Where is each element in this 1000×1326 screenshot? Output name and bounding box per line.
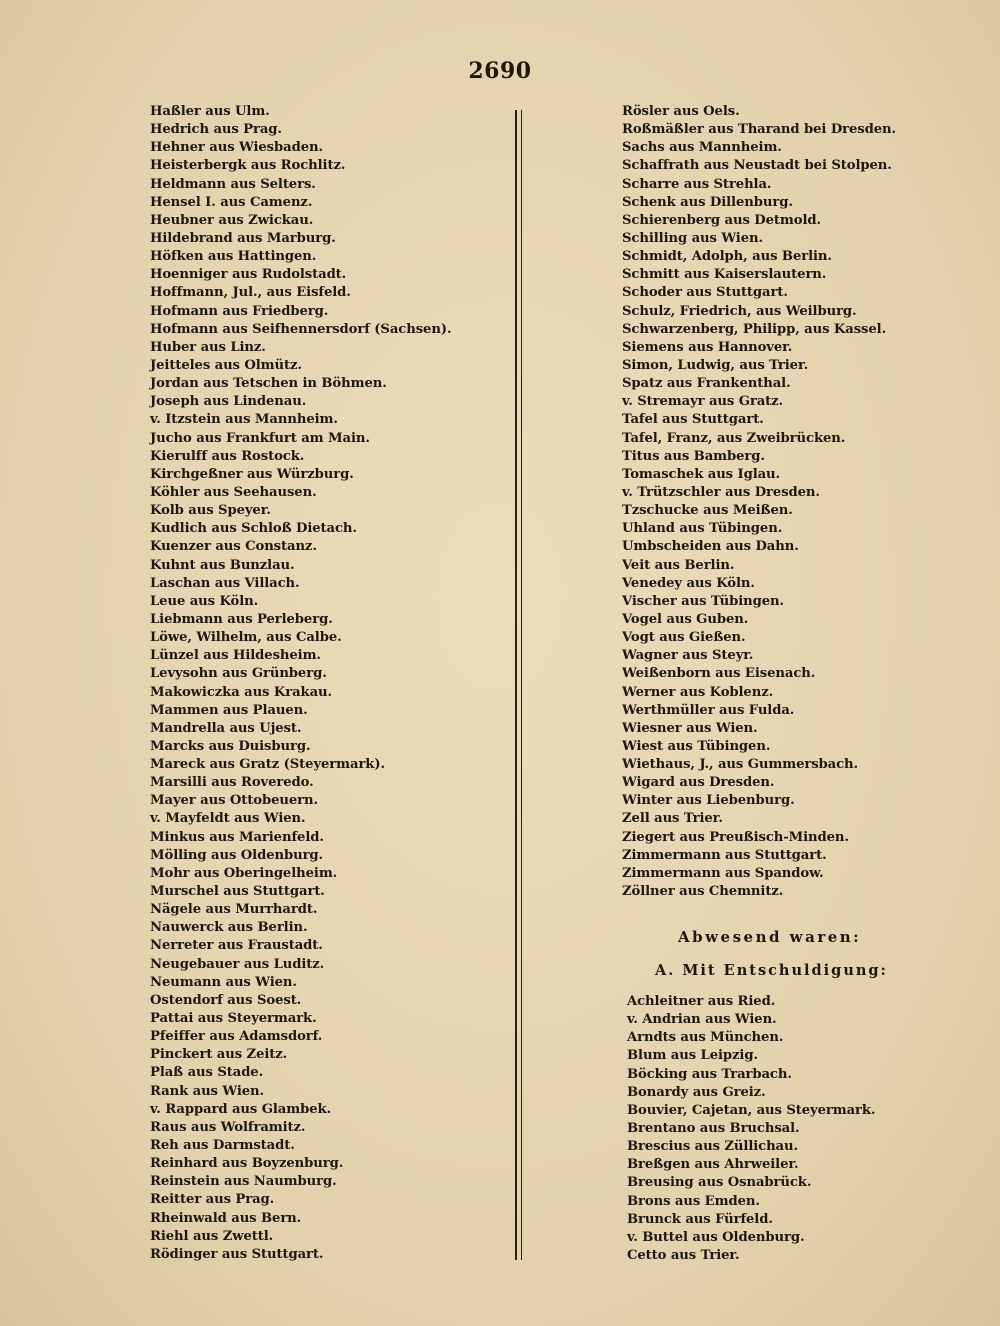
list-item: Riehl aus Zwettl. xyxy=(150,1228,274,1244)
list-item: Mammen aus Plauen. xyxy=(150,702,308,718)
list-item: Schmitt aus Kaiserslautern. xyxy=(622,267,827,283)
list-item: Huber aus Linz. xyxy=(150,339,266,355)
list-item: Roßmäßler aus Tharand bei Dresden. xyxy=(622,122,897,138)
list-item: Haßler aus Ulm. xyxy=(150,104,270,119)
list-item: Werthmüller aus Fulda. xyxy=(622,702,795,718)
list-item: Cetto aus Trier. xyxy=(627,1247,740,1263)
list-item: Tafel, Franz, aus Zweibrücken. xyxy=(622,430,846,446)
list-item: Schwarzenberg, Philipp, aus Kassel. xyxy=(622,321,887,337)
list-item: Hedrich aus Prag. xyxy=(150,122,282,138)
list-item: Arndts aus München. xyxy=(627,1030,784,1046)
list-item: Kirchgeßner aus Würzburg. xyxy=(150,466,354,482)
list-item: Bouvier, Cajetan, aus Steyermark. xyxy=(627,1102,876,1118)
list-item: Heubner aus Zwickau. xyxy=(150,212,314,228)
list-item: Reh aus Darmstadt. xyxy=(150,1138,295,1154)
list-item: Tomaschek aus Iglau. xyxy=(622,466,781,482)
list-item: Rank aus Wien. xyxy=(150,1083,265,1099)
list-item: Spatz aus Frankenthal. xyxy=(622,376,791,392)
list-item: Zell aus Trier. xyxy=(622,811,723,827)
list-item: Schenk aus Dillenburg. xyxy=(622,194,793,210)
list-item: Rheinwald aus Bern. xyxy=(150,1210,302,1226)
list-item: Schoder aus Stuttgart. xyxy=(622,285,788,301)
list-item: Brons aus Emden. xyxy=(627,1193,760,1209)
list-item: Pinckert aus Zeitz. xyxy=(150,1047,288,1063)
list-item: Wagner aus Steyr. xyxy=(622,648,754,664)
list-item: Wiethaus, J., aus Gummersbach. xyxy=(622,757,859,773)
excused-list xyxy=(627,993,875,1265)
list-item: Nauwerck aus Berlin. xyxy=(150,920,308,936)
list-item: Simon, Ludwig, aus Trier. xyxy=(622,357,809,373)
list-item: Hensel I. aus Camenz. xyxy=(150,194,313,210)
list-item: Hehner aus Wiesbaden. xyxy=(150,140,323,156)
list-item: Rösler aus Oels. xyxy=(622,104,740,119)
list-item: v. Buttel aus Oldenburg. xyxy=(627,1229,805,1245)
list-item: Reitter aus Prag. xyxy=(150,1192,275,1208)
list-item: Scharre aus Strehla. xyxy=(622,176,772,192)
list-item: Werner aus Koblenz. xyxy=(622,684,774,700)
list-item: v. Trützschler aus Dresden. xyxy=(622,484,820,500)
list-item: Bonardy aus Greiz. xyxy=(627,1084,766,1100)
list-item: Mandrella aus Ujest. xyxy=(150,720,302,736)
list-item: Vogel aus Guben. xyxy=(622,611,749,627)
list-item: Böcking aus Trarbach. xyxy=(627,1066,792,1082)
list-item: Mareck aus Gratz (Steyermark). xyxy=(150,757,385,773)
left-column xyxy=(150,103,505,1264)
list-item: Tafel aus Stuttgart. xyxy=(622,412,764,428)
list-item: v. Itzstein aus Mannheim. xyxy=(150,412,338,428)
list-item: Hoffmann, Jul., aus Eisfeld. xyxy=(150,285,351,301)
list-item: Brunck aus Fürfeld. xyxy=(627,1211,773,1227)
list-item: Wigard aus Dresden. xyxy=(622,775,775,791)
list-item: Rödinger aus Stuttgart. xyxy=(150,1246,324,1262)
list-item: Höfken aus Hattingen. xyxy=(150,249,317,265)
list-item: v. Stremayr aus Gratz. xyxy=(622,394,784,410)
list-item: Brescius aus Züllichau. xyxy=(627,1139,798,1155)
list-item: Mayer aus Ottobeuern. xyxy=(150,793,318,809)
list-item: Pattai aus Steyermark. xyxy=(150,1011,317,1027)
list-item: Neugebauer aus Luditz. xyxy=(150,956,325,972)
list-item: Blum aus Leipzig. xyxy=(627,1048,758,1064)
list-item: Reinstein aus Naumburg. xyxy=(150,1174,337,1190)
list-item: Wiesner aus Wien. xyxy=(622,720,758,736)
list-item: Kolb aus Speyer. xyxy=(150,503,271,519)
list-item: Plaß aus Stade. xyxy=(150,1065,264,1081)
list-item: Lünzel aus Hildesheim. xyxy=(150,648,321,664)
list-item: Reinhard aus Boyzenburg. xyxy=(150,1156,344,1172)
list-item: Schmidt, Adolph, aus Berlin. xyxy=(622,249,832,265)
list-item: Venedey aus Köln. xyxy=(622,575,755,591)
list-item: Achleitner aus Ried. xyxy=(627,994,776,1009)
list-item: Kuenzer aus Constanz. xyxy=(150,539,317,555)
list-item: Köhler aus Seehausen. xyxy=(150,484,317,500)
list-item: Schaffrath aus Neustadt bei Stolpen. xyxy=(622,158,892,174)
absent-heading: Abwesend waren: xyxy=(678,928,862,946)
list-item: Hoenniger aus Rudolstadt. xyxy=(150,267,347,283)
list-item: Pfeiffer aus Adamsdorf. xyxy=(150,1029,323,1045)
list-item: Levysohn aus Grünberg. xyxy=(150,666,327,682)
page-number: 2690 xyxy=(468,58,532,84)
list-item: Marcks aus Duisburg. xyxy=(150,738,311,754)
list-item: Liebmann aus Perleberg. xyxy=(150,611,333,627)
list-item: Sachs aus Mannheim. xyxy=(622,140,782,156)
list-item: Jeitteles aus Olmütz. xyxy=(150,357,302,373)
list-item: Winter aus Liebenburg. xyxy=(622,793,795,809)
list-item: Laschan aus Villach. xyxy=(150,575,300,591)
list-item: Titus aus Bamberg. xyxy=(622,448,765,464)
list-item: Joseph aus Lindenau. xyxy=(150,394,307,410)
list-item: Jordan aus Tetschen in Böhmen. xyxy=(150,376,387,392)
list-item: Hofmann aus Seifhennersdorf (Sachsen). xyxy=(150,321,452,337)
list-item: Nerreter aus Fraustadt. xyxy=(150,938,323,954)
list-item: Ostendorf aus Soest. xyxy=(150,992,302,1008)
list-item: Löwe, Wilhelm, aus Calbe. xyxy=(150,630,342,646)
list-item: Schierenberg aus Detmold. xyxy=(622,212,821,228)
list-item: Tzschucke aus Meißen. xyxy=(622,503,793,519)
list-item: Zimmermann aus Spandow. xyxy=(622,865,824,881)
list-item: Hildebrand aus Marburg. xyxy=(150,230,336,246)
list-item: Makowiczka aus Krakau. xyxy=(150,684,332,700)
list-item: Breßgen aus Ahrweiler. xyxy=(627,1157,799,1173)
list-item: Neumann aus Wien. xyxy=(150,974,297,990)
list-item: Zimmermann aus Stuttgart. xyxy=(622,847,827,863)
list-item: Kudlich aus Schloß Dietach. xyxy=(150,521,357,537)
list-item: Schulz, Friedrich, aus Weilburg. xyxy=(622,303,857,319)
list-item: Raus aus Wolframitz. xyxy=(150,1119,306,1135)
excused-heading: A. Mit Entschuldigung: xyxy=(655,962,888,979)
list-item: v. Rappard aus Glambek. xyxy=(150,1101,332,1117)
list-item: Murschel aus Stuttgart. xyxy=(150,884,325,900)
list-item: Veit aus Berlin. xyxy=(622,557,735,573)
list-item: Vischer aus Tübingen. xyxy=(622,593,785,609)
list-item: Marsilli aus Roveredo. xyxy=(150,775,314,791)
list-item: Kierulff aus Rostock. xyxy=(150,448,305,464)
list-item: Minkus aus Marienfeld. xyxy=(150,829,324,845)
list-item: Schilling aus Wien. xyxy=(622,230,763,246)
list-item: Heldmann aus Selters. xyxy=(150,176,316,192)
list-item: Weißenborn aus Eisenach. xyxy=(622,666,816,682)
list-item: Mölling aus Oldenburg. xyxy=(150,847,324,863)
list-item: v. Andrian aus Wien. xyxy=(627,1012,777,1028)
list-item: Uhland aus Tübingen. xyxy=(622,521,783,537)
list-item: Kuhnt aus Bunzlau. xyxy=(150,557,295,573)
list-item: Hofmann aus Friedberg. xyxy=(150,303,329,319)
list-item: v. Mayfeldt aus Wien. xyxy=(150,811,306,827)
list-item: Jucho aus Frankfurt am Main. xyxy=(150,430,370,446)
list-item: Siemens aus Hannover. xyxy=(622,339,793,355)
list-item: Brentano aus Bruchsal. xyxy=(627,1120,800,1136)
list-item: Ziegert aus Preußisch-Minden. xyxy=(622,829,849,845)
column-divider xyxy=(515,110,522,1260)
list-item: Nägele aus Murrhardt. xyxy=(150,902,318,918)
list-item: Wiest aus Tübingen. xyxy=(622,738,771,754)
list-item: Mohr aus Oberingelheim. xyxy=(150,865,338,881)
right-column xyxy=(622,103,962,901)
list-item: Vogt aus Gießen. xyxy=(622,630,746,646)
list-item: Heisterbergk aus Rochlitz. xyxy=(150,158,346,174)
list-item: Zöllner aus Chemnitz. xyxy=(622,884,784,900)
list-item: Breusing aus Osnabrück. xyxy=(627,1175,812,1191)
list-item: Umbscheiden aus Dahn. xyxy=(622,539,799,555)
list-item: Leue aus Köln. xyxy=(150,593,259,609)
